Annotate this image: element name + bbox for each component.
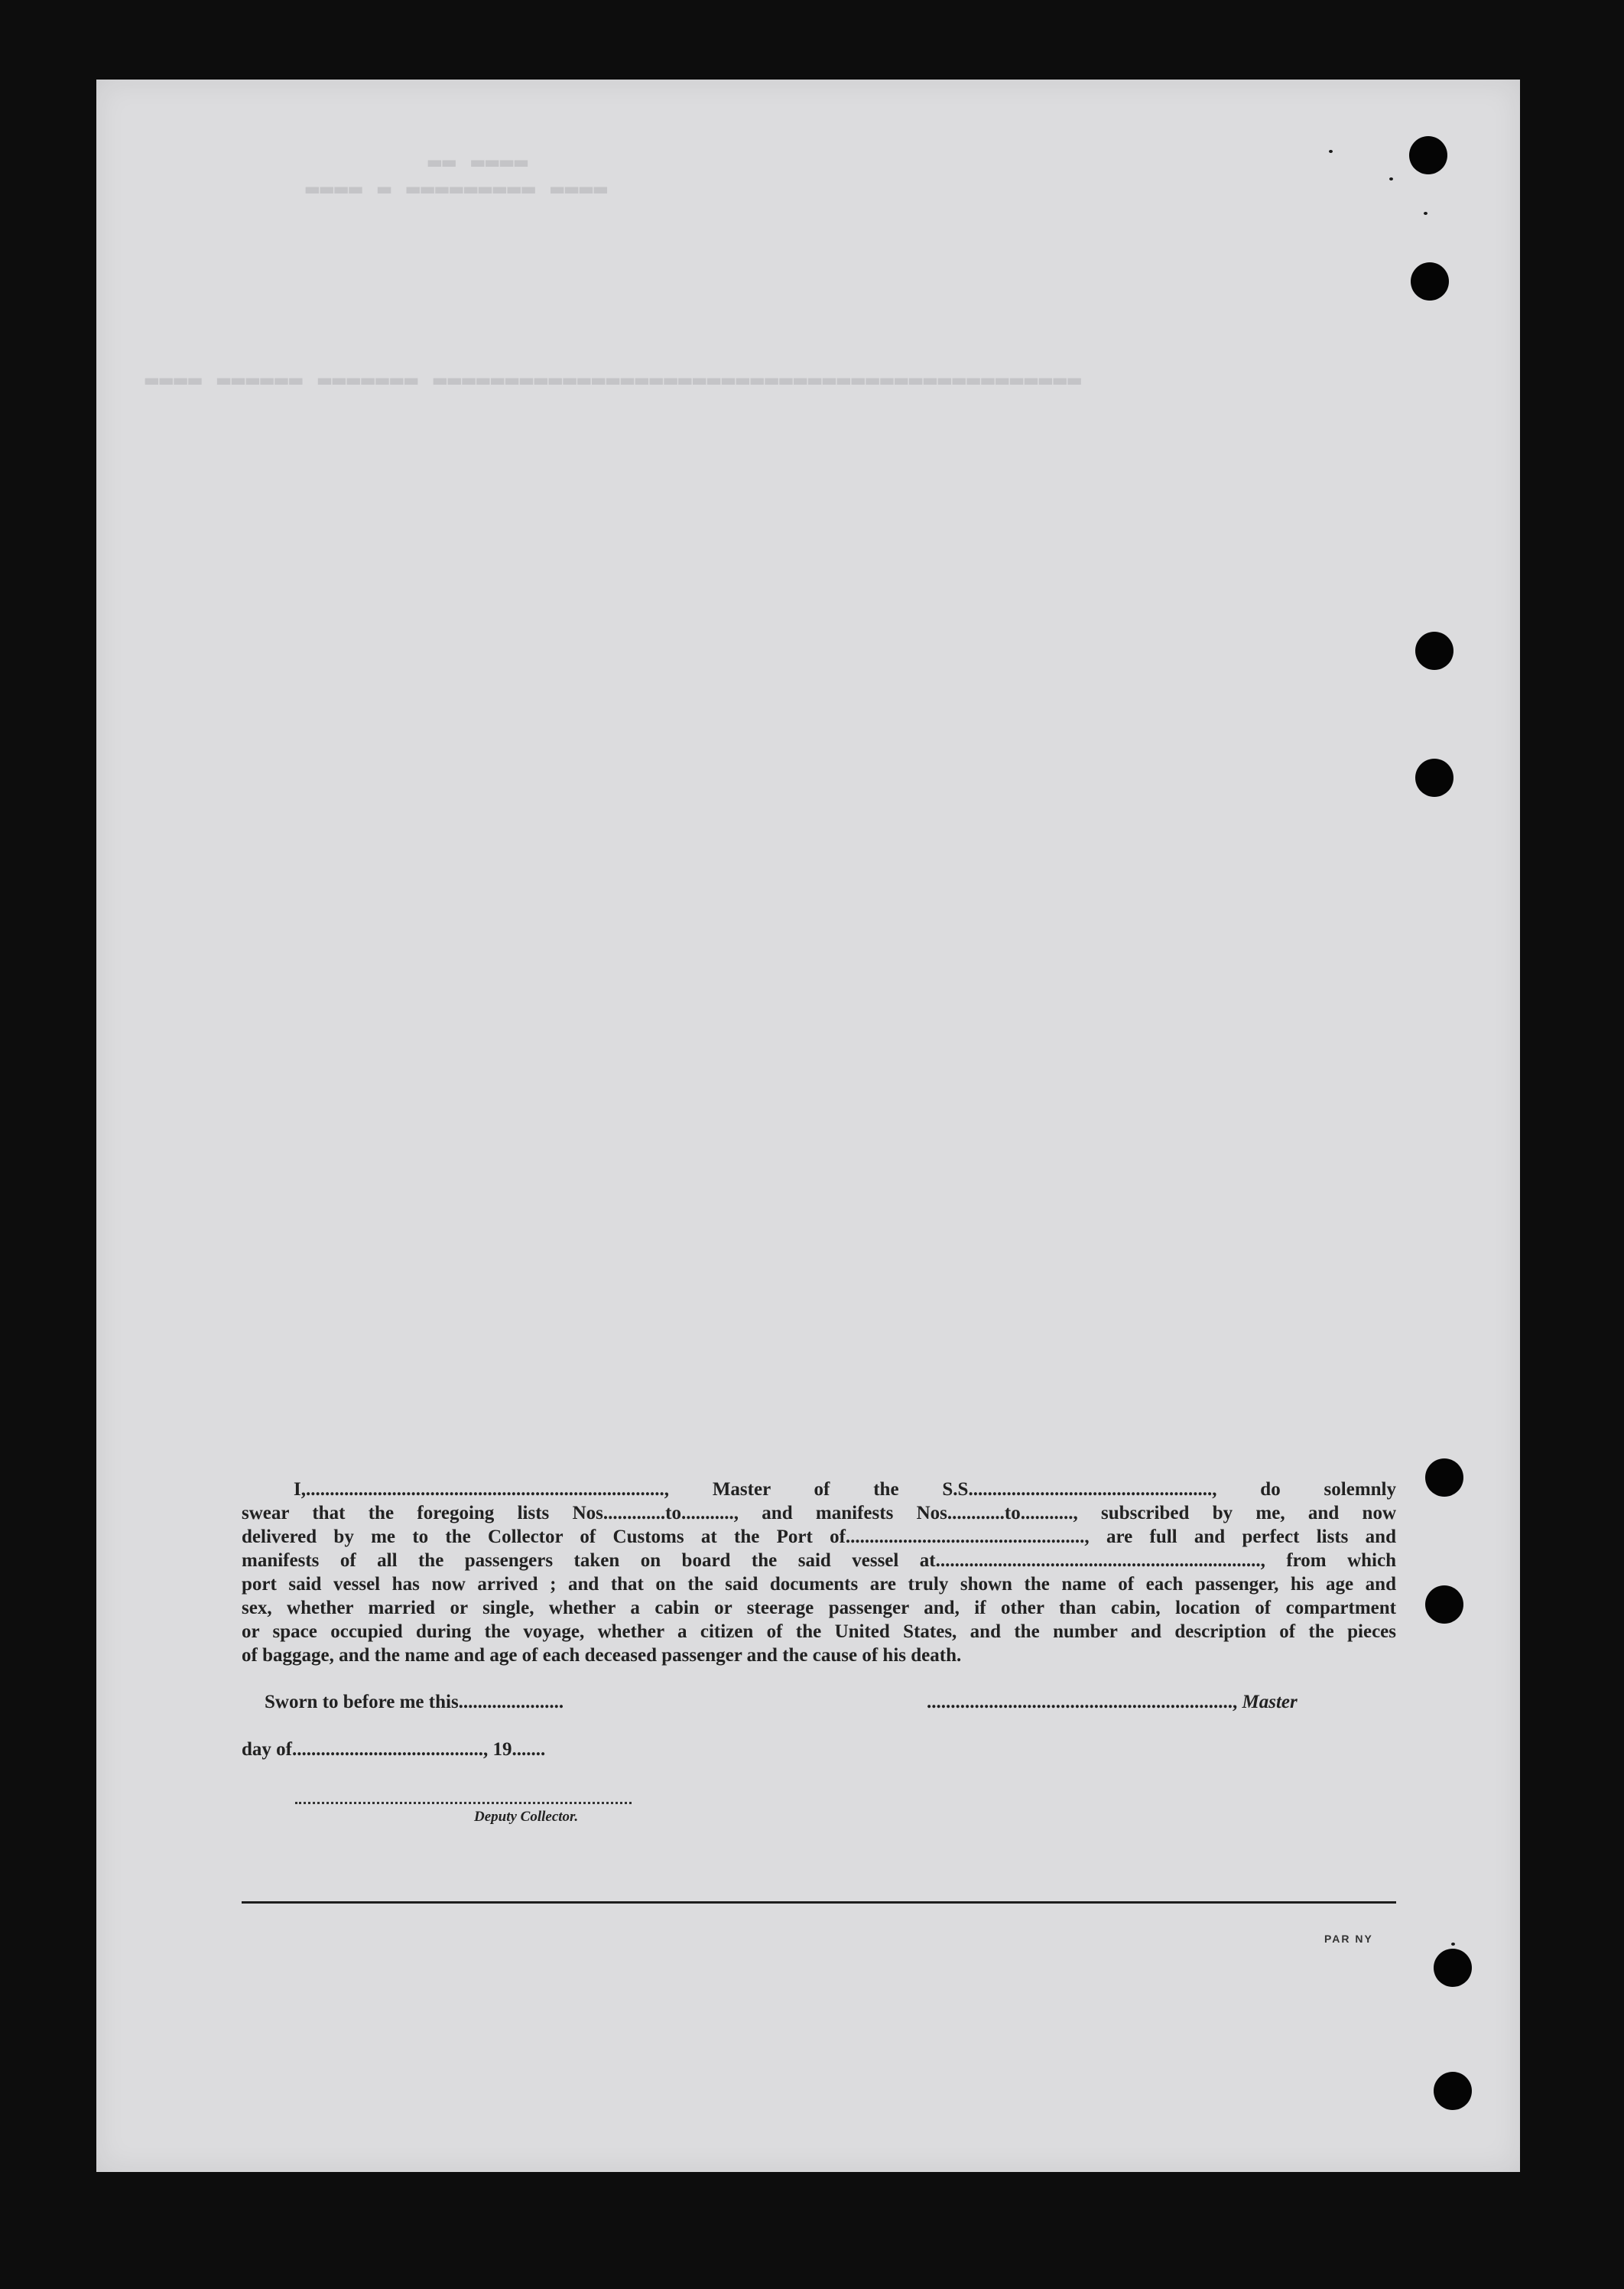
speck [1389,177,1393,180]
day-of-field: day of........................................, 19....... [242,1739,546,1760]
master-signature-line: ................................................................, [927,1692,1238,1712]
punch-hole [1425,1458,1463,1497]
oath-line: sex, whether married or single, whether a cabin or steerage passenger and, if other than cabin, location of compartment [242,1598,1396,1618]
sworn-before-field: Sworn to before me this...................... [265,1692,564,1712]
master-label: Master [1242,1692,1298,1712]
punch-hole [1415,759,1453,797]
oath-line: manifests of all the passengers taken on board the said vessel at...................................................................., from which [242,1550,1396,1571]
punch-hole [1409,136,1447,174]
deputy-collector-label: Deputy Collector. [474,1809,579,1825]
oath-line: or space occupied during the voyage, whether a citizen of the United States, and the number and description of the pieces [242,1621,1396,1642]
horizontal-rule [242,1901,1396,1904]
punch-hole [1415,632,1453,670]
oath-line: swear that the foregoing lists Nos.............to..........., and manifests Nos............to..........., subscribed by me, and now [242,1503,1396,1523]
oath-line: I,..........................................................................., Master of the S.S..................................................., do solemnly [294,1479,1396,1500]
punch-hole [1425,1585,1463,1624]
speck [1329,150,1333,153]
bleed-through-mark: ▂▂ ▂▂▂▂ [428,145,529,168]
bleed-through-mark: ▂▂▂▂ ▂ ▂▂▂▂▂▂▂▂▂ ▂▂▂▂ [306,171,609,195]
printer-mark: PAR NY [1324,1933,1373,1945]
master-signature-field [927,1692,1298,1713]
punch-hole [1434,1949,1472,1987]
bleed-through-mark: ▂▂▂▂ ▂▂▂▂▂▂ ▂▂▂▂▂▂▂ ▂▂▂▂▂▂▂▂▂▂▂▂▂▂▂▂▂▂▂▂▂▂▂▂▂▂▂▂▂▂▂▂▂▂▂▂▂▂▂▂▂▂▂▂▂ [145,363,1083,386]
speck [1424,212,1427,215]
deputy-signature-line [295,1802,632,1804]
punch-hole [1434,2072,1472,2110]
oath-paragraph [242,1478,1396,1667]
document-sheet [96,80,1520,2172]
punch-hole [1411,262,1449,301]
oath-line: of baggage, and the name and age of each deceased passenger and the cause of his death. [242,1645,962,1666]
speck [1451,1943,1455,1946]
oath-line: port said vessel has now arrived ; and that on the said documents are truly shown the name of each passenger, his age and [242,1574,1396,1595]
oath-line: delivered by me to the Collector of Customs at the Port of.................................................., are full and perfect lists and [242,1527,1396,1547]
